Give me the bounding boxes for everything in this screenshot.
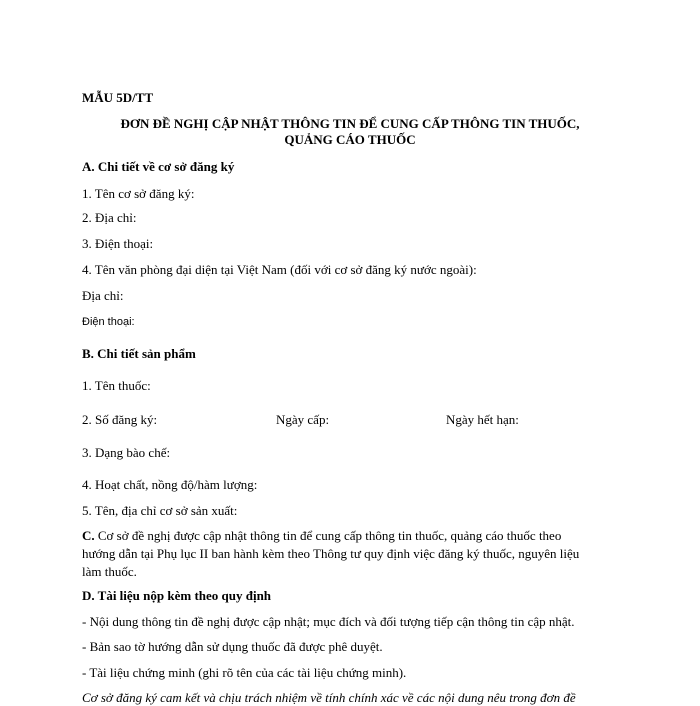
section-c-line-3: làm thuốc. [82, 564, 137, 579]
section-a-item-1: 1. Tên cơ sở đăng ký: [82, 186, 195, 201]
section-b-heading: B. Chi tiết sản phẩm [82, 346, 196, 361]
section-b-expiry-date: Ngày hết hạn: [446, 412, 519, 427]
section-c-label: C. [82, 528, 95, 543]
section-b-item-1: 1. Tên thuốc: [82, 378, 151, 393]
commitment-text: Cơ sở đăng ký cam kết và chịu trách nhiệm về tính chính xác về các nội dung nêu trong đơn đề [82, 690, 576, 705]
section-c-text-1: Cơ sở đề nghị được cập nhật thông tin để cung cấp thông tin thuốc, quảng cáo thuốc theo [97, 528, 562, 543]
title-line-2: QUẢNG CÁO THUỐC [284, 132, 416, 147]
section-d-heading: D. Tài liệu nộp kèm theo quy định [82, 588, 272, 603]
section-a-phone: Điện thoại: [82, 316, 135, 328]
section-d-item-2: - Bản sao tờ hướng dẫn sử dụng thuốc đã được phê duyệt. [82, 639, 383, 654]
section-a-item-3: 3. Điện thoại: [82, 236, 154, 251]
section-c-line-1 [82, 528, 561, 544]
section-a-item-4: 4. Tên văn phòng đại diện tại Việt Nam (đối với cơ sở đăng ký nước ngoài): [82, 262, 477, 277]
section-d-item-3: - Tài liệu chứng minh (ghi rõ tên của các tài liệu chứng minh). [82, 665, 407, 680]
section-b-item-2: 2. Số đăng ký: [82, 412, 158, 427]
section-b-issue-date: Ngày cấp: [276, 412, 330, 427]
section-c-line-2: hướng dẫn tại Phụ lục II ban hành kèm theo Thông tư quy định việc đăng ký thuốc, nguyên liệu [82, 546, 580, 561]
section-b-item-4: 4. Hoạt chất, nồng độ/hàm lượng: [82, 477, 258, 492]
section-a-item-2: 2. Địa chỉ: [82, 210, 137, 225]
title-line-1: ĐƠN ĐỀ NGHỊ CẬP NHẬT THÔNG TIN ĐỂ CUNG CẤP THÔNG TIN THUỐC, [120, 116, 580, 131]
section-b-item-3: 3. Dạng bào chế: [82, 445, 171, 460]
section-a-address: Địa chỉ: [82, 288, 124, 303]
section-a-heading: A. Chi tiết về cơ sở đăng ký [82, 159, 235, 174]
form-code: MẪU 5D/TT [82, 90, 154, 105]
section-d-item-1: - Nội dung thông tin đề nghị được cập nhật; mục đích và đối tượng tiếp cận thông tin cập nhật. [82, 614, 575, 629]
section-b-item-5: 5. Tên, địa chỉ cơ sở sản xuất: [82, 503, 238, 518]
